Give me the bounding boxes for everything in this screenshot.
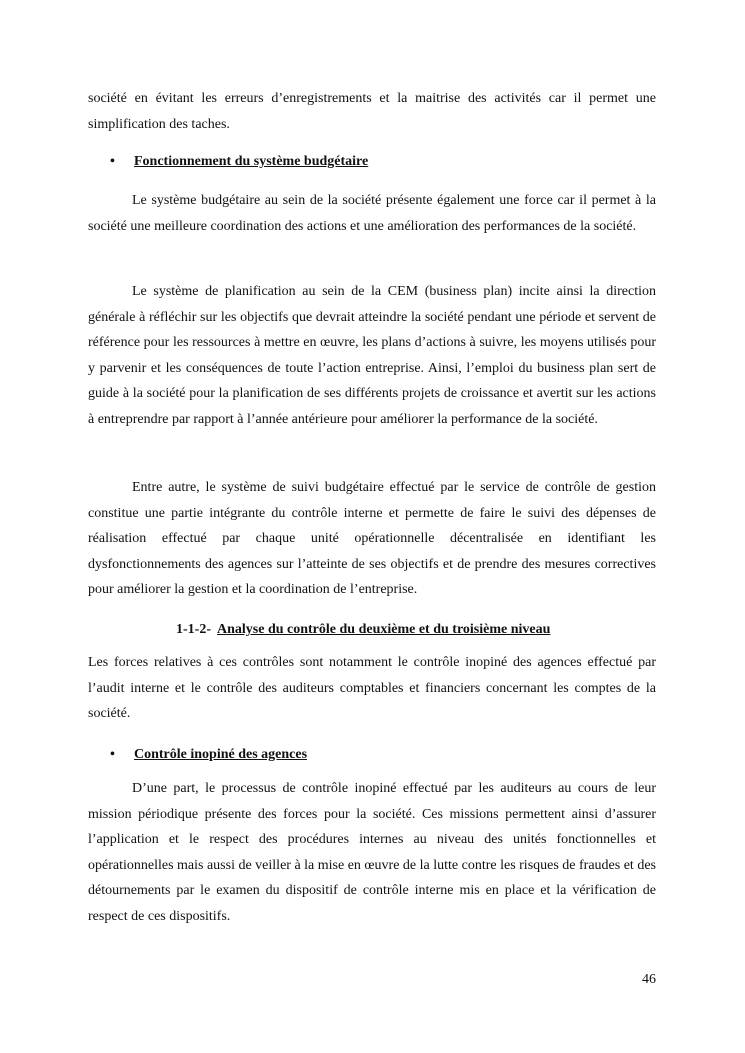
bullet-heading-budget-system [110, 152, 368, 172]
bullet-heading-surprise-control [110, 745, 307, 765]
bullet-icon: • [110, 154, 115, 169]
bullet-heading-text: Fonctionnement du système budgétaire [134, 154, 369, 169]
section-number: 1-1-2- [176, 622, 211, 637]
section-title: Analyse du contrôle du deuxième et du troisième niveau [217, 622, 551, 637]
page-number: 46 [642, 972, 656, 987]
bullet-icon: • [110, 747, 115, 762]
paragraph-budget-system: Le système budgétaire au sein de la société présente également une force car il permet à la société une meilleure coordination des actions et une amélioration des performances de la société. [88, 193, 656, 234]
paragraph-controls-strengths: Les forces relatives à ces contrôles sont notamment le contrôle inopiné des agences effectué par l’audit interne et le contrôle des auditeurs comptables et financiers concernant les comptes de la société. [88, 655, 656, 722]
paragraph-business-plan: Le système de planification au sein de la CEM (business plan) incite ainsi la direction générale à réfléchir sur les objectifs que devrait atteindre la société pendant une période et servent de référence pour les ressources à mettre en œuvre, les plans d’actions à suivre, les moyens utilisés pour y parvenir et les conséquences de toute l’action entreprise. Ainsi, l’emploi du business plan sert de guide à la société pour la planification de ses différents projets de croissance et avertit sur les actions à entreprendre par rapport à l’année antérieure pour améliorer la performance de la société. [88, 284, 656, 427]
paragraph-surprise-control: D’une part, le processus de contrôle inopiné effectué par les auditeurs au cours de leur mission périodique présente des forces pour la société. Ces missions permettent ainsi d’assurer l’application et le respect des procédures internes au niveau des unités fonctionnelles et opérationnelles mais aussi de veiller à la mise en œuvre de la lutte contre les risques de fraudes et des détournements par le examen du dispositif de contrôle interne mis en place et la vérification de respect de ces dispositifs. [88, 781, 656, 924]
bullet-heading-text: Contrôle inopiné des agences [134, 747, 308, 762]
paragraph-budget-followup: Entre autre, le système de suivi budgétaire effectué par le service de contrôle de gestion constitue une partie intégrante du contrôle interne et permette de faire le suivi des dépenses de réalisation effectué par chaque unité opérationnelle décentralisée en identifiant les dysfonctionnements des agences sur l’atteinte de ses objectifs et de prendre des mesures correctives pour améliorer la gestion et la coordination de l’entreprise. [88, 480, 656, 598]
section-heading [176, 620, 550, 640]
paragraph-continuation: société en évitant les erreurs d’enregistrements et la maitrise des activités car il permet une simplification des taches. [88, 91, 656, 132]
